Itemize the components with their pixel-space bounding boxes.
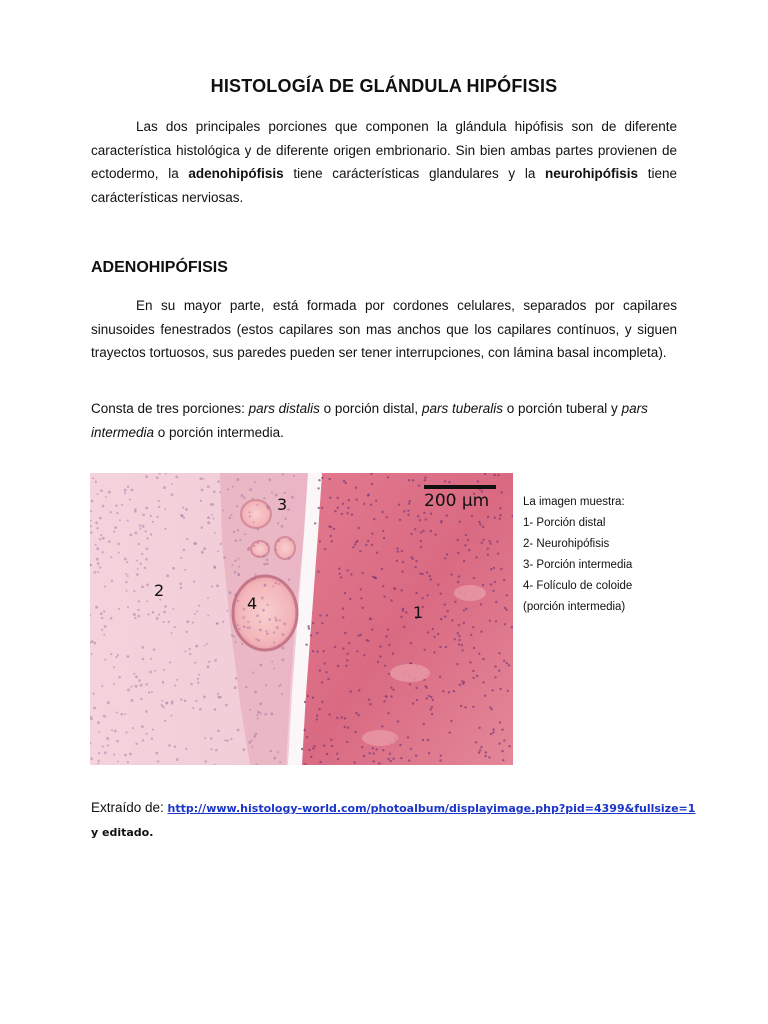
legend-item: 1- Porción distal xyxy=(523,517,606,529)
portions-paragraph xyxy=(91,397,677,444)
portions-text-3: o porción intermedia. xyxy=(154,424,284,440)
sinusoid-2 xyxy=(454,585,486,601)
section-heading: ADENOHIPÓFISIS xyxy=(91,259,228,276)
label-1: 1 xyxy=(413,603,424,622)
intro-paragraph xyxy=(91,115,677,209)
body-paragraph: En su mayor parte, está formada por cordones celulares, separados por capilares sinusoides fenestrados (estos capilares son mas anchos que los capilares contínuos, y siguen trayectos tortuosos, sus paredes pueden ser tener interrupciones, con lámina basal incompleta). xyxy=(91,298,677,360)
label-3: 3 xyxy=(277,495,288,514)
scale-bar xyxy=(424,485,496,489)
source-suffix: y editado. xyxy=(91,826,154,839)
follicle-small-1 xyxy=(241,500,271,528)
legend-item: 2- Neurohipófisis xyxy=(523,538,610,550)
source-citation xyxy=(91,798,711,839)
scale-bar-label: 200 µm xyxy=(424,491,490,511)
micrograph-svg xyxy=(90,473,513,765)
term-pars-intermedia: pars intermedia xyxy=(91,401,648,440)
document-title: HISTOLOGÍA DE GLÁNDULA HIPÓFISIS xyxy=(210,76,558,96)
label-2: 2 xyxy=(154,581,165,600)
term-adenohipofisis: adenohipófisis xyxy=(188,166,284,181)
intro-text-3: tiene carácterísticas nerviosas. xyxy=(91,166,677,205)
legend-item: 4- Folículo de coloide xyxy=(523,580,633,592)
intro-text-2: tiene carácterísticas glandulares y la xyxy=(283,166,546,181)
source-prefix: Extraído de: xyxy=(91,800,168,815)
portions-text-2: o porción tuberal y xyxy=(502,401,622,416)
colloid-follicle xyxy=(233,576,297,650)
histology-micrograph xyxy=(90,473,513,765)
follicle-small-3 xyxy=(251,541,269,557)
term-pars-distalis: pars distalis xyxy=(248,401,320,416)
sinusoid-3 xyxy=(362,730,398,746)
portions-text-1: o porción distal, xyxy=(319,401,422,416)
pars-distalis-tissue xyxy=(300,473,513,765)
legend-item: (porción intermedia) xyxy=(523,601,626,613)
source-link[interactable]: http://www.histology-world.com/photoalbum/displayimage.php?pid=4399&fullsize=1 xyxy=(167,802,696,815)
figure-legend xyxy=(523,492,723,618)
term-neurohipofisis: neurohipófisis xyxy=(545,166,639,181)
portions-lead: Consta de tres porciones: xyxy=(91,401,249,416)
term-pars-tuberalis: pars tuberalis xyxy=(421,401,503,416)
sinusoid-1 xyxy=(390,664,430,682)
intro-text-1: Las dos principales porciones que componen la glándula hipófisis son de diferente característica histológica y de diferente origen embrionario. Sin bien ambas partes provienen de ectodermo, la xyxy=(91,119,677,181)
legend-item: 3- Porción intermedia xyxy=(523,559,633,571)
legend-heading: La imagen muestra: xyxy=(523,496,625,508)
label-4: 4 xyxy=(247,594,258,613)
